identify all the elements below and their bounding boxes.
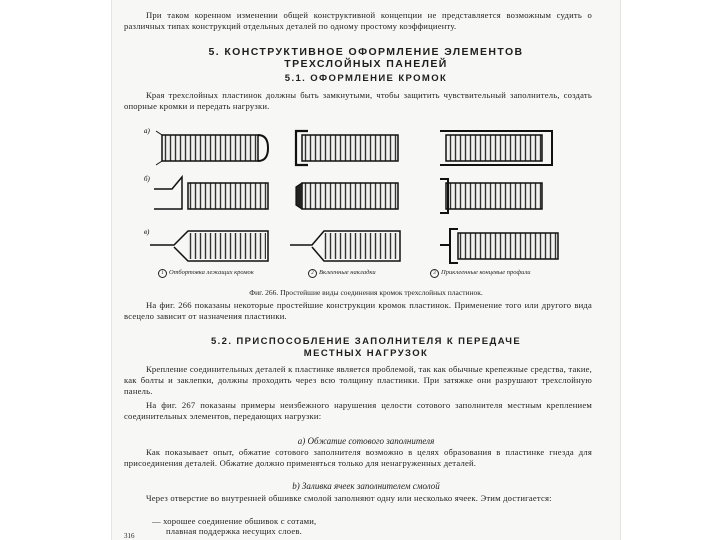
- joint-a1-folded-edge: [156, 131, 268, 165]
- section-5-2-title-line-1: 5.2. ПРИСПОСОБЛЕНИЕ ЗАПОЛНИТЕЛЯ К ПЕРЕДАЧЕ: [210, 336, 522, 347]
- row-label-a: a): [144, 127, 150, 135]
- legend-number-1: 1: [158, 269, 167, 278]
- joint-c1-tapered-edge: [150, 231, 268, 261]
- section-5-2-paragraph-2: На фиг. 267 показаны примеры неизбежного нарушения целости сотового заполнителя местным креплением соединительных элементов, передающих нагрузки:: [124, 400, 592, 422]
- legend-number-2: 2: [308, 269, 317, 278]
- row-label-c: в): [144, 228, 150, 236]
- section-5-2-paragraph-1: Крепление соединительных деталей к пластинке является проблемой, так как обычные крепежные средства, такие, как болты и заклепки, должны проходить через всю толщину пластинки. При затяжке они разрушают трехслойную панель.: [124, 364, 592, 397]
- document-page: [112, 0, 620, 540]
- joint-b2-inserted-strip: [296, 183, 398, 209]
- section-5-1-paragraph: Края трехслойных пластинок должны быть замкнутыми, чтобы защитить чувствительный заполнитель, создать опорные кромки и передать нагрузки.: [124, 90, 592, 112]
- legend-text-1: Отбортовка лежащих кромок: [169, 269, 254, 276]
- subsection-b-title: b) Заливка ячеек заполнителем смолой: [292, 481, 440, 491]
- legend-item-3: [430, 269, 531, 278]
- legend-text-3: Приклеенные концевые профили: [441, 269, 531, 276]
- section-5-1-title: 5.1. ОФОРМЛЕНИЕ КРОМОК: [284, 73, 448, 84]
- joint-a3-channel-cap: [440, 131, 552, 165]
- section-5-2-title-line-2: МЕСТНЫХ НАГРУЗОК: [303, 348, 429, 359]
- legend-text-2: Вклеенные накладки: [319, 269, 376, 276]
- legend-item-1: [158, 269, 254, 278]
- joint-c3-end-profile: [440, 229, 558, 263]
- figure-266-edge-joints: [144, 127, 588, 279]
- page-number: 316: [124, 532, 135, 540]
- section-5-title-line-2: ТРЕХСЛОЙНЫХ ПАНЕЛЕЙ: [284, 58, 448, 70]
- bullet-item-1: — хорошее соединение обшивок с сотами,: [152, 516, 317, 526]
- figure-caption: Фиг. 266. Простейшие виды соединения кромок трехслойных пластинок.: [249, 288, 483, 297]
- section-5-title-line-1: 5. КОНСТРУКТИВНОЕ ОФОРМЛЕНИЕ ЭЛЕМЕНТОВ: [208, 46, 524, 58]
- joint-c2-tapered-edge: [290, 231, 400, 261]
- subsection-b-paragraph: Через отверстие во внутренней обшивке смолой заполняют одну или несколько ячеек. Этим достигается:: [146, 493, 552, 503]
- figure-reference-paragraph: На фиг. 266 показаны некоторые простейшие конструкции кромок пластинок. Применение того или другого вида всецело зависит от назначения пластинки.: [124, 300, 592, 322]
- legend-item-2: [308, 269, 376, 278]
- joint-b1-flange-edge: [154, 177, 268, 209]
- subsection-a-paragraph: Как показывает опыт, обжатие сотового заполнителя возможно в целях образования в пластинке гнезда для присоединения деталей. Обжатие должно применяться только для ненагруженных деталей.: [124, 447, 592, 469]
- row-label-b: б): [144, 175, 150, 183]
- subsection-a-title: а) Обжатие сотового заполнителя: [297, 436, 435, 446]
- joint-b3-end-profile: [440, 179, 542, 213]
- joint-a2-channel-cap: [296, 131, 398, 165]
- legend-number-3: 3: [430, 269, 439, 278]
- intro-paragraph: При таком коренном изменении общей конструктивной концепции не представляется возможным судить о различных типах конструкций отдельных деталей по одному простому коэффициенту.: [124, 10, 592, 32]
- bullet-item-2: плавная поддержка несущих слоев.: [166, 526, 302, 536]
